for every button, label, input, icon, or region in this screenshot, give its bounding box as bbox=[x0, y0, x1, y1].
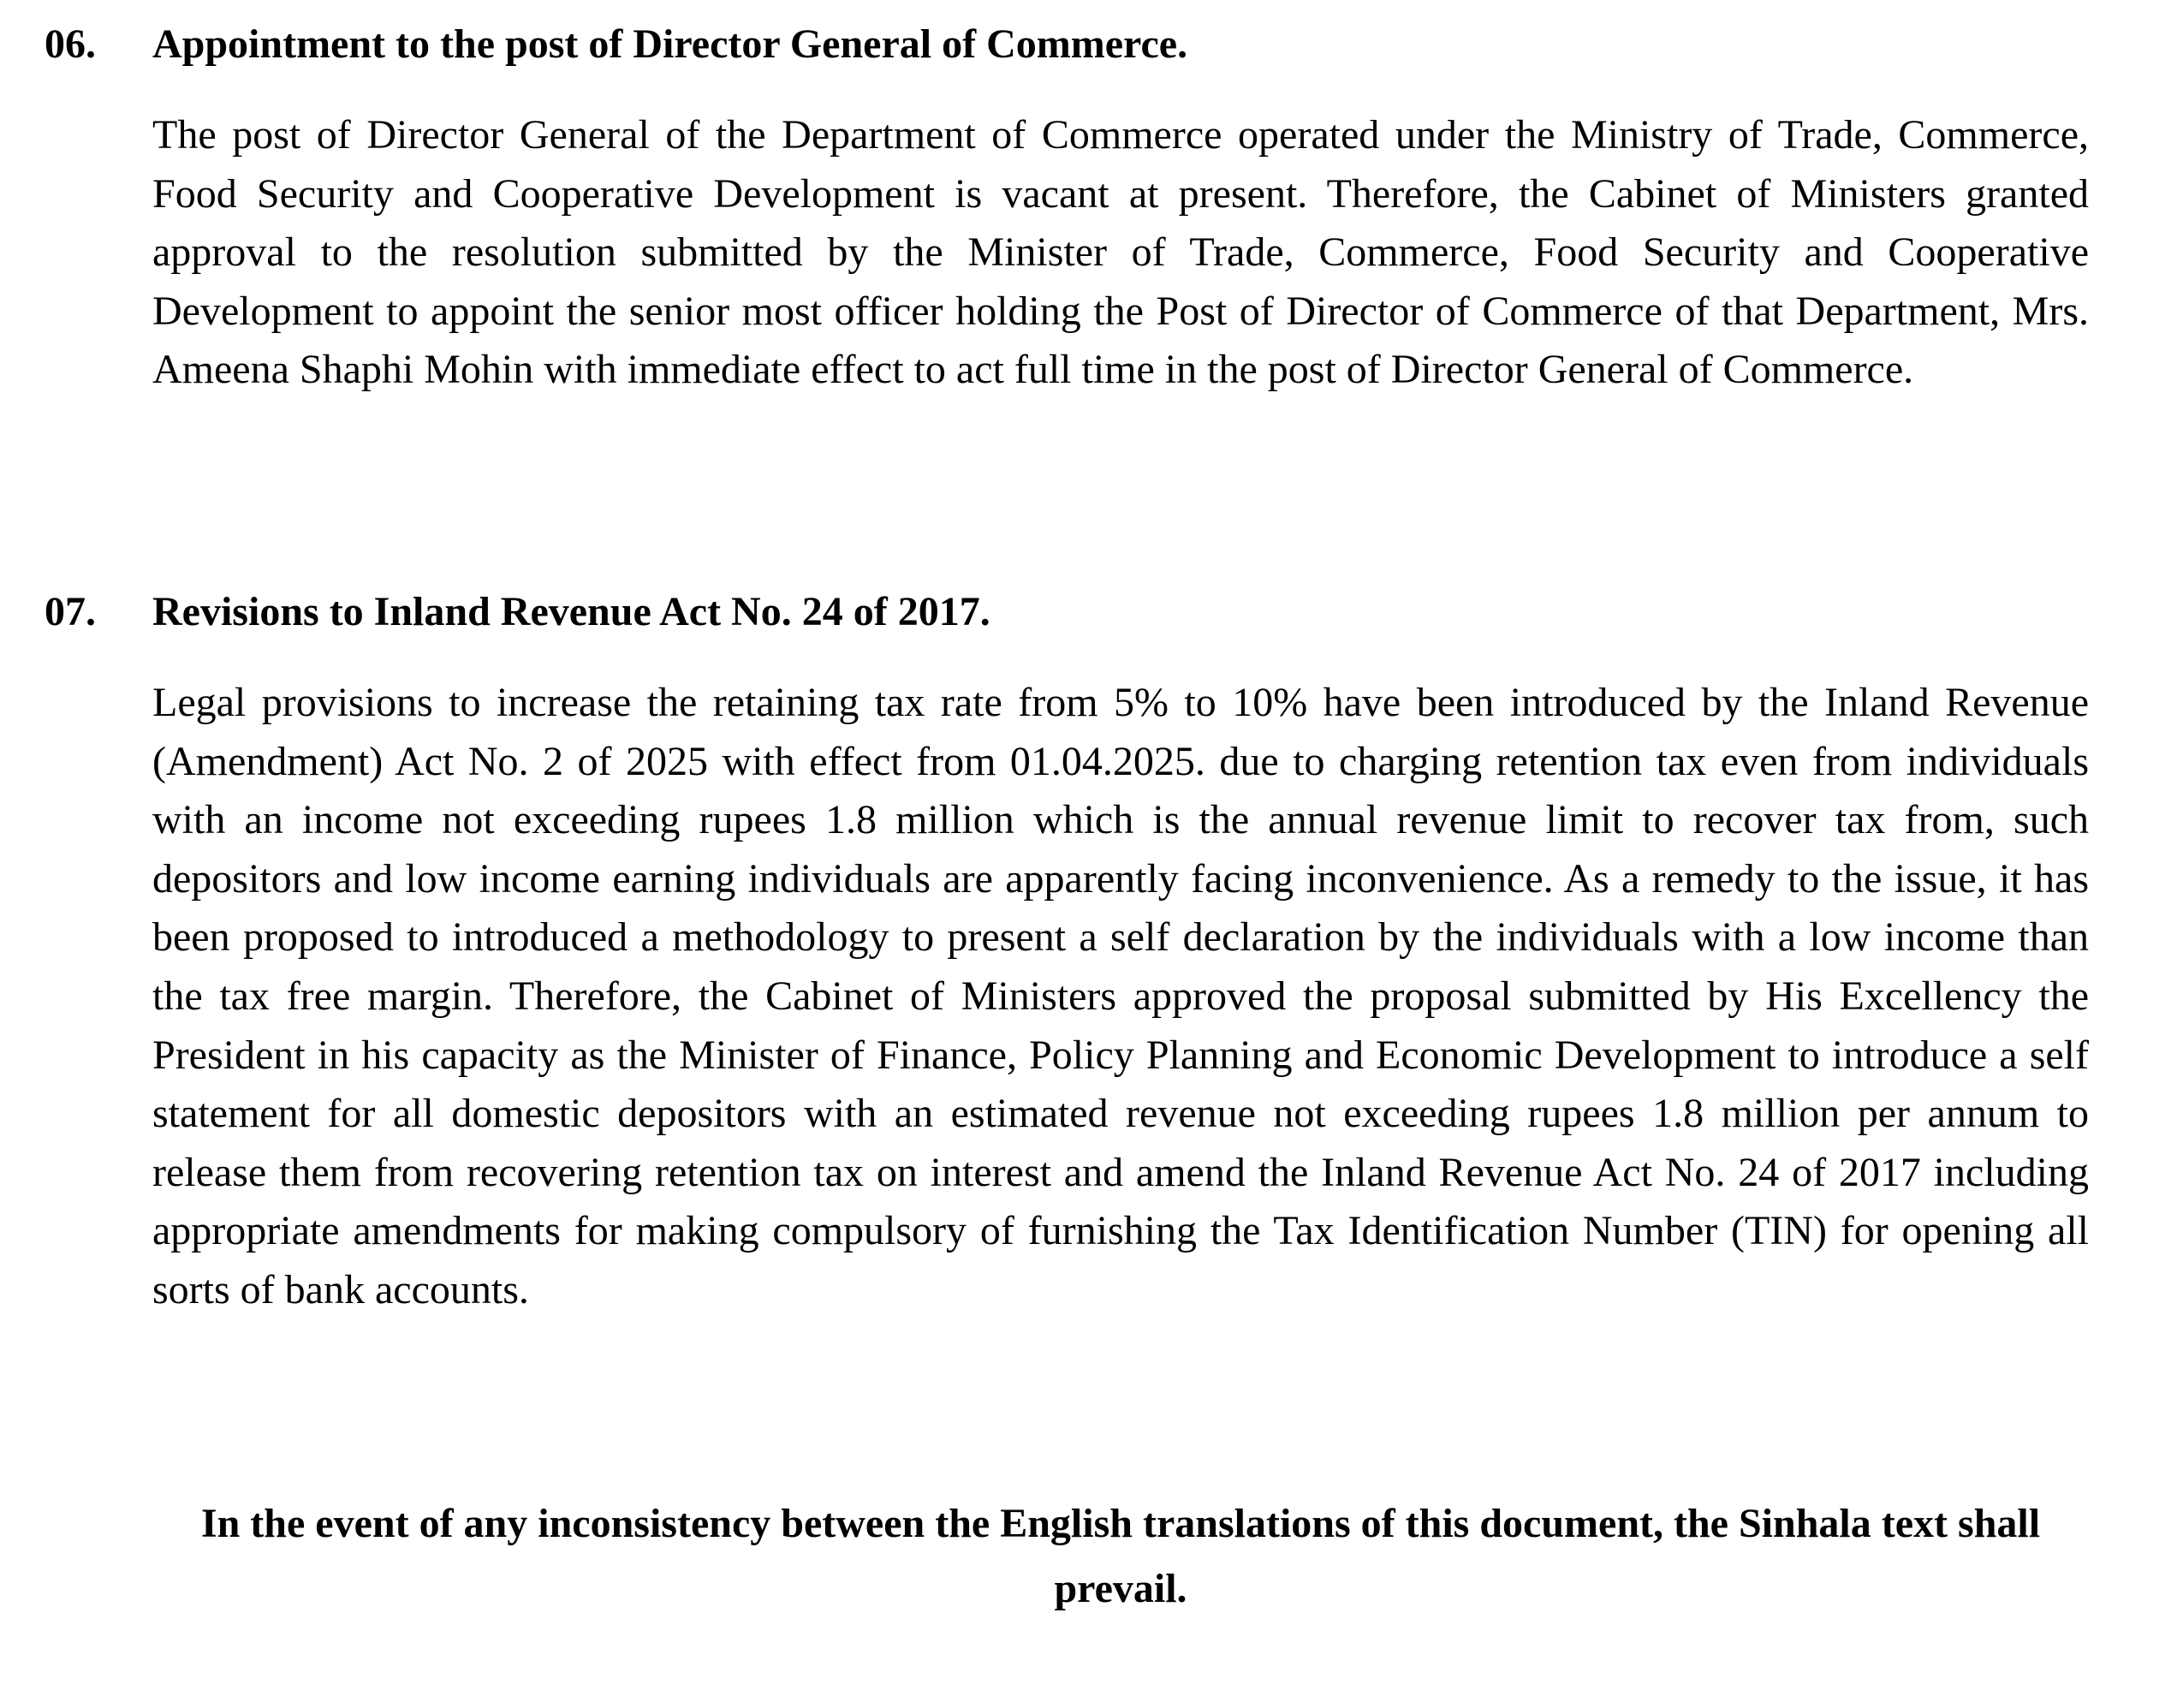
section-title: Revisions to Inland Revenue Act No. 24 of 2017. bbox=[152, 589, 990, 634]
section-06 bbox=[45, 15, 2099, 400]
section-number: 06. bbox=[45, 21, 96, 67]
section-title: Appointment to the post of Director General of Commerce. bbox=[152, 21, 1188, 67]
section-07 bbox=[45, 583, 2099, 1320]
section-body bbox=[152, 674, 2089, 1320]
section-paragraph: The post of Director General of the Department of Commerce operated under the Ministry of Trade, Commerce, Food Security and Cooperative Development is vacant at present. Therefore, the Cabinet of Ministers granted approval to the resolution submitted by the Minister of Trade, Commerce, Food Security and Cooperative Development to appoint the senior most officer holding the Post of Director of Commerce of that Department, Mrs. Ameena Shaphi Mohin with immediate effect to act full time in the post of Director General of Commerce. bbox=[152, 112, 2089, 393]
section-paragraph: Legal provisions to increase the retaining tax rate from 5% to 10% have been introduced by the Inland Revenue (Amendment) Act No. 2 of 2025 with effect from 01.04.2025. due to charging retention tax even from individuals with an income not exceeding rupees 1.8 million which is the annual revenue limit to recover tax from, such depositors and low income earning individuals are apparently facing inconvenience. As a remedy to the issue, it has been proposed to introduced a methodology to present a self declaration by the individuals with a low income than the tax free margin. Therefore, the Cabinet of Ministers approved the proposal submitted by His Excellency the President in his capacity as the Minister of Finance, Policy Planning and Economic Development to introduce a self statement for all domestic depositors with an estimated revenue not exceeding rupees 1.8 million per annum to release them from recovering retention tax on interest and amend the Inland Revenue Act No. 24 of 2017 including appropriate amendments for making compulsory of furnishing the Tax Identification Number (TIN) for opening all sorts of bank accounts. bbox=[152, 680, 2089, 1312]
section-heading bbox=[45, 15, 2099, 74]
section-body bbox=[152, 106, 2089, 400]
footer-note: In the event of any inconsistency between the English translations of this document, the Sinhala text shall prevail. bbox=[200, 1501, 2041, 1611]
section-heading bbox=[45, 583, 2099, 641]
section-number: 07. bbox=[45, 589, 96, 634]
